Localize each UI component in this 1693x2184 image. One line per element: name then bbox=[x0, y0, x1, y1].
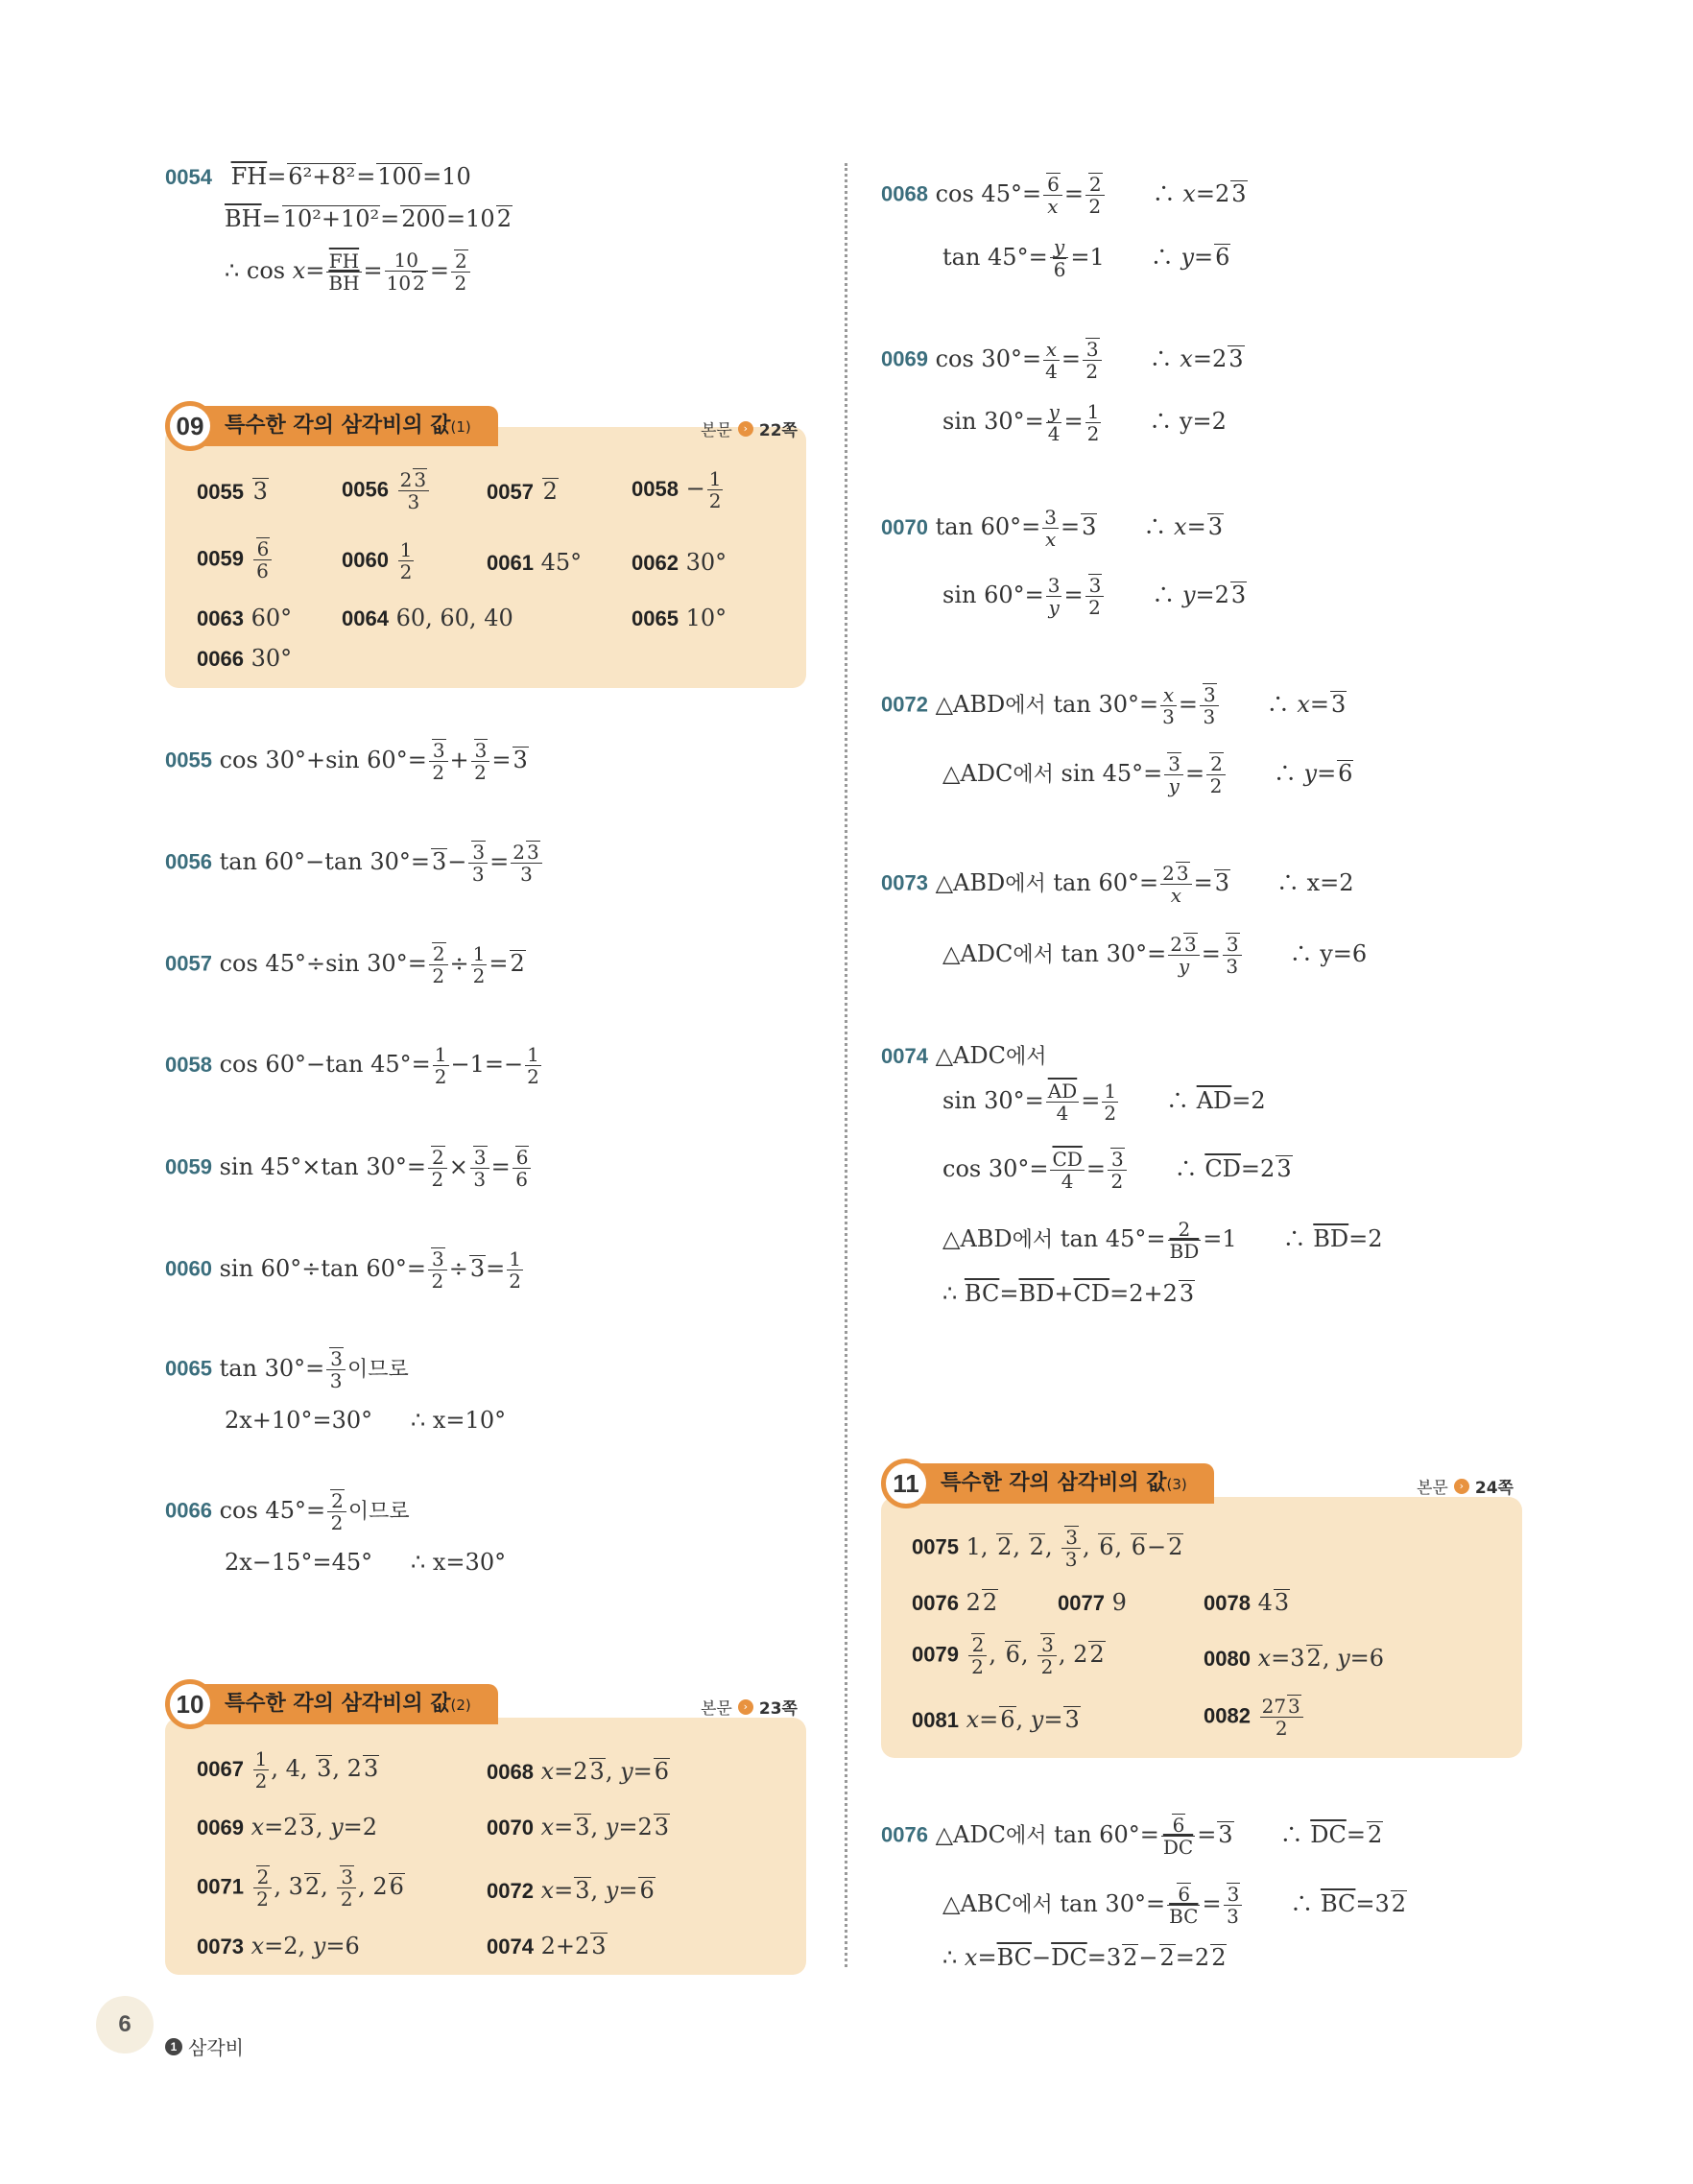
chapter-title: 삼각비 bbox=[188, 2036, 244, 2059]
page-number: 6 bbox=[96, 1996, 154, 2053]
solution-0072-line2: △ADC에서 sin 45°= $\frac{3}{y}$ = $\frac{2}{2}$ ∴ y=6 bbox=[942, 752, 1353, 797]
problem-id: 0081 bbox=[912, 1708, 959, 1732]
problem-id: 0059 bbox=[165, 1154, 212, 1179]
solution-0070-line2: sin 60°= $\frac{3}{y}$ = $\frac{3}{2}$ ∴ y=23 bbox=[942, 573, 1247, 619]
solution-0066: 0066 cos 45°= $\frac{2}{2}$ 이므로 bbox=[165, 1489, 410, 1534]
section-number: 09 bbox=[165, 401, 215, 451]
problem-id: 0065 bbox=[165, 1356, 212, 1381]
solution-0055: 0055 cos 30°+sin 60°= $\frac{3}{2}$ + $\frac{3}{2}$ =3 bbox=[165, 739, 528, 784]
ref-label: 본문 bbox=[701, 421, 732, 440]
problem-id: 0059 bbox=[197, 546, 244, 571]
solution-0054-line3: ∴ cos x= $\frac{\overline{FH}}{BH}$ = $\frac{10}{10 2}$ = $\frac{2}{2}$ bbox=[225, 249, 472, 294]
korean-text: 에서 bbox=[1013, 942, 1054, 967]
section-number: 11 bbox=[881, 1459, 931, 1508]
solution-0072-line1: 0072 △ABD에서 tan 30°= $\frac{x}{3}$ = $\frac{3}{3}$ ∴ x=3 bbox=[881, 682, 1347, 728]
answer-0080: 0080 x=32, y=6 bbox=[1204, 1645, 1385, 1672]
korean-text: 에서 bbox=[1012, 1892, 1053, 1917]
solution-0076-line3: ∴ $x=\overline{BC}-\overline{DC}=32-2=22$ bbox=[942, 1944, 1227, 1971]
answer-0082: 0082 $\frac{27 3}{2}$ bbox=[1204, 1695, 1305, 1739]
problem-id: 0060 bbox=[165, 1256, 212, 1281]
section-subtitle: (3) bbox=[1166, 1476, 1187, 1493]
solution-0057: 0057 cos 45°÷sin 30°= $\frac{2}{2}$ ÷ $\frac{1}{2}$ =2 bbox=[165, 941, 525, 987]
answer-0066 bbox=[197, 645, 292, 672]
chapter-marker-icon: 1 bbox=[165, 2038, 182, 2055]
problem-id: 0077 bbox=[1058, 1591, 1105, 1615]
equation: ∴ x=10° bbox=[411, 1407, 507, 1434]
problem-id: 0061 bbox=[487, 551, 534, 575]
answer-0060: 0060 $\frac{1}{2}$ bbox=[342, 538, 413, 583]
answer-value: 30° bbox=[685, 549, 727, 576]
answer-0070: 0070 x=3, y=23 bbox=[487, 1814, 670, 1840]
problem-id: 0062 bbox=[632, 551, 679, 575]
answer-0077 bbox=[1058, 1589, 1127, 1616]
problem-id: 0058 bbox=[632, 477, 679, 501]
equation: ∴ y=2 bbox=[1149, 408, 1227, 435]
problem-id: 0075 bbox=[912, 1534, 959, 1559]
equation: 2x+10°=30° bbox=[225, 1407, 373, 1434]
equation: ∴ x=2 bbox=[1276, 868, 1354, 896]
solution-0065-line3 bbox=[411, 1407, 506, 1434]
problem-id: 0070 bbox=[487, 1816, 534, 1840]
problem-id: 0056 bbox=[165, 849, 212, 874]
solution-0070-line1: 0070 tan 60°= $\frac{3}{x}$ =3 ∴ x=3 bbox=[881, 506, 1223, 551]
solution-0054-line1: 0054 $\overline{FH}=6^2+8^2=100=10$ bbox=[165, 163, 471, 190]
problem-id: 0080 bbox=[1204, 1647, 1251, 1671]
arrow-right-icon: › bbox=[1454, 1479, 1469, 1494]
problem-id: 0072 bbox=[487, 1879, 534, 1903]
solution-0074-line2: sin 30°= $\frac{\overline{AD}}{4}$ = $\frac{1}{2}$ ∴ $\overline{AD}=2$ bbox=[942, 1080, 1266, 1125]
problem-id: 0055 bbox=[197, 480, 244, 504]
ref-page: 24쪽 bbox=[1474, 1479, 1514, 1498]
problem-id: 0076 bbox=[912, 1591, 959, 1615]
answer-0078: 0078 43 bbox=[1204, 1589, 1290, 1616]
section-number: 10 bbox=[165, 1679, 215, 1729]
page-reference-10 bbox=[701, 1695, 798, 1719]
answer-value: 30° bbox=[250, 645, 293, 672]
solution-0066-line3 bbox=[411, 1549, 506, 1576]
problem-id: 0068 bbox=[487, 1760, 534, 1784]
korean-text: 에서 bbox=[1005, 693, 1046, 718]
answer-0058: 0058 − $\frac{1}{2}$ bbox=[632, 467, 722, 512]
answer-0067: 0067 $\frac{1}{2}$ , 4, 3, 23 bbox=[197, 1747, 379, 1792]
section-header-11 bbox=[881, 1459, 1214, 1508]
problem-id: 0076 bbox=[881, 1822, 928, 1847]
problem-id: 0082 bbox=[1204, 1703, 1251, 1728]
chapter-label bbox=[165, 2032, 244, 2060]
equation: ∴ x=30° bbox=[411, 1549, 507, 1576]
problem-id: 0066 bbox=[165, 1498, 212, 1523]
solution-0066-line2 bbox=[225, 1549, 372, 1576]
answer-0061 bbox=[487, 549, 582, 576]
solution-0069-line1: 0069 cos 30°= $\frac{x}{4}$ = $\frac{3}{2}$ ∴ x=23 bbox=[881, 337, 1244, 383]
arrow-right-icon: › bbox=[738, 1699, 753, 1715]
ref-label: 본문 bbox=[1417, 1479, 1448, 1498]
answer-0065 bbox=[632, 605, 727, 631]
section-subtitle: (1) bbox=[450, 418, 471, 436]
solution-0056: 0056 tan 60°−tan 30°=3− $\frac{3}{3}$ = $\frac{2 3}{3}$ bbox=[165, 841, 544, 885]
answer-value: 60° bbox=[250, 605, 293, 631]
page-reference-09 bbox=[701, 416, 798, 440]
section-subtitle: (2) bbox=[450, 1697, 471, 1714]
problem-id: 0058 bbox=[165, 1053, 212, 1077]
solution-0065: 0065 tan 30°= $\frac{3}{3}$ 이므로 bbox=[165, 1347, 409, 1392]
answer-value: 60, 60, 40 bbox=[395, 605, 513, 631]
answer-0079: 0079 $\frac{2}{2}$ , 6, $\frac{3}{2}$ , 22 bbox=[912, 1633, 1105, 1678]
solution-0054-line2: $\overline{BH}=10^2+10^2=200=102$ bbox=[225, 205, 512, 232]
solution-0068-line2: tan 45°= $\frac{y}{6}$ =1 ∴ y=6 bbox=[942, 235, 1230, 281]
problem-id: 0066 bbox=[197, 647, 244, 671]
korean-text: 에서 bbox=[1013, 762, 1054, 787]
solution-0074-line4: △ABD에서 tan 45°= $\frac{2}{BD}$ =1 ∴ $\overline{BD}=2$ bbox=[942, 1218, 1383, 1263]
section-title: 특수한 각의 삼각비의 값 bbox=[225, 1692, 451, 1716]
solution-0065-line2 bbox=[225, 1407, 372, 1434]
korean-text: 에서 bbox=[1005, 871, 1046, 896]
answer-0057: 0057 2 bbox=[487, 478, 558, 505]
problem-id: 0070 bbox=[881, 515, 928, 539]
problem-id: 0069 bbox=[881, 346, 928, 371]
problem-id: 0065 bbox=[632, 606, 679, 630]
ref-page: 22쪽 bbox=[758, 421, 798, 440]
problem-id: 0055 bbox=[165, 748, 212, 772]
equation: 2x−15°=45° bbox=[225, 1549, 373, 1576]
solution-0073-line2: △ADC에서 tan 30°= $\frac{2 3}{y}$ = $\frac{3}{3}$ ∴ y=6 bbox=[942, 933, 1368, 978]
answer-0071: 0071 $\frac{2}{2}$ , 32, $\frac{3}{2}$ , 26 bbox=[197, 1865, 404, 1911]
solution-0073-line1: 0073 △ABD에서 tan 60°= $\frac{2 3}{x}$ =3 ∴ x=2 bbox=[881, 862, 1354, 907]
solution-0069-line2: sin 30°= $\frac{y}{4}$ = $\frac{1}{2}$ ∴ y=2 bbox=[942, 400, 1227, 445]
answer-0074: 0074 2+23 bbox=[487, 1933, 607, 1959]
answer-value: 45° bbox=[540, 549, 583, 576]
answer-0059: 0059 $\frac{6}{6}$ bbox=[197, 537, 274, 582]
problem-id: 0069 bbox=[197, 1816, 244, 1840]
problem-id: 0064 bbox=[342, 606, 389, 630]
problem-id: 0068 bbox=[881, 181, 928, 206]
problem-id: 0074 bbox=[487, 1935, 534, 1958]
solution-0074-line5: ∴ $\overline{BC}=\overline{BD}+\overline{CD}=2+23$ bbox=[942, 1280, 1195, 1307]
problem-id: 0073 bbox=[881, 870, 928, 895]
problem-id: 0067 bbox=[197, 1757, 244, 1781]
korean-text: 에서 bbox=[1012, 1228, 1054, 1252]
arrow-right-icon: › bbox=[738, 421, 753, 437]
problem-id: 0071 bbox=[197, 1874, 244, 1899]
problem-id: 0074 bbox=[881, 1044, 928, 1068]
problem-id: 0072 bbox=[881, 692, 928, 717]
problem-id: 0054 bbox=[165, 165, 212, 189]
column-divider bbox=[845, 163, 847, 1967]
section-title: 특수한 각의 삼각비의 값 bbox=[941, 1471, 1167, 1495]
answer-0075: 0075 1, 2, 2, $\frac{3}{3}$ , 6, 6−2 bbox=[912, 1526, 1183, 1571]
problem-id: 0056 bbox=[342, 477, 389, 502]
answer-0055: 0055 3 bbox=[197, 478, 268, 505]
ref-page: 23쪽 bbox=[758, 1699, 798, 1719]
section-header-10 bbox=[165, 1679, 498, 1729]
korean-text: 에서 bbox=[1006, 1045, 1047, 1069]
solution-0074-line3: cos 30°= $\frac{\overline{CD}}{4}$ = $\frac{3}{2}$ ∴ $\overline{CD}=23$ bbox=[942, 1147, 1292, 1193]
answer-0076: 0076 22 bbox=[912, 1589, 998, 1616]
answer-0081: 0081 x=6, y=3 bbox=[912, 1706, 1080, 1733]
ref-label: 본문 bbox=[701, 1699, 732, 1719]
answer-value: 9 bbox=[1111, 1589, 1127, 1616]
problem-id: 0063 bbox=[197, 606, 244, 630]
answer-0056: 0056 $\frac{2 3}{3}$ bbox=[342, 468, 431, 512]
answer-0068: 0068 x=23, y=6 bbox=[487, 1758, 670, 1785]
answer-0062 bbox=[632, 549, 727, 576]
korean-text: 에서 bbox=[1006, 1823, 1047, 1848]
solution-0068-line1: 0068 cos 45°= $\frac{6}{x}$ = $\frac{2}{2}$ ∴ x=23 bbox=[881, 173, 1247, 218]
answer-value: 10° bbox=[685, 605, 727, 631]
problem-id: 0057 bbox=[165, 951, 212, 976]
korean-text: 이므로 bbox=[347, 1357, 409, 1382]
answer-0072: 0072 x=3, y=6 bbox=[487, 1877, 655, 1904]
answer-0064 bbox=[342, 605, 513, 631]
solution-0076-line1: 0076 △ADC에서 tan 60°= $\frac{6}{DC}$ =3 ∴ $\overline{DC}=2$ bbox=[881, 1814, 1383, 1859]
solution-0076-line2: △ABC에서 tan 30°= $\frac{6}{BC}$ = $\frac{3}{3}$ ∴ $\overline{BC}=32$ bbox=[942, 1883, 1407, 1928]
solution-0074-line1: 0074 △ADC에서 bbox=[881, 1042, 1047, 1069]
problem-id: 0060 bbox=[342, 548, 389, 572]
answer-0069: 0069 x=23, y=2 bbox=[197, 1814, 378, 1840]
solution-0059: 0059 sin 45°×tan 30°= $\frac{2}{2}$ × $\frac{3}{3}$ = $\frac{6}{6}$ bbox=[165, 1146, 533, 1190]
equation: ∴ y=6 bbox=[1289, 939, 1368, 967]
problem-id: 0057 bbox=[487, 480, 534, 504]
problem-id: 0078 bbox=[1204, 1591, 1251, 1615]
solution-0058: 0058 cos 60°−tan 45°= $\frac{1}{2}$ −1=− $\frac{1}{2}$ bbox=[165, 1043, 539, 1088]
section-header-09 bbox=[165, 401, 498, 451]
solution-0060: 0060 sin 60°÷tan 60°= $\frac{3}{2}$ ÷3= $\frac{1}{2}$ bbox=[165, 1246, 521, 1293]
problem-id: 0073 bbox=[197, 1935, 244, 1958]
problem-id: 0079 bbox=[912, 1642, 959, 1667]
answer-0063 bbox=[197, 605, 292, 631]
section-title: 특수한 각의 삼각비의 값 bbox=[225, 414, 451, 438]
answer-0073: 0073 x=2, y=6 bbox=[197, 1933, 360, 1959]
korean-text: 이므로 bbox=[347, 1499, 410, 1524]
page-reference-11 bbox=[1417, 1474, 1514, 1498]
